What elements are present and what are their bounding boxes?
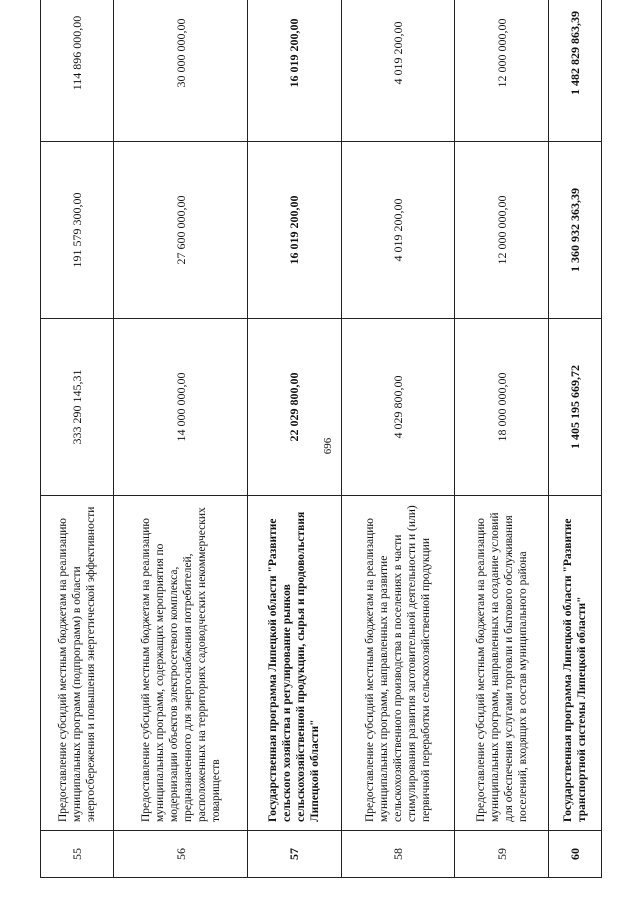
amount-year-2: 191 579 300,00 xyxy=(41,142,114,319)
amount-year-1: 1 405 195 669,72 xyxy=(548,319,601,496)
amount-year-3: 1 482 829 863,39 xyxy=(548,0,601,142)
amount-year-1: 14 000 000,00 xyxy=(114,319,248,496)
row-number: 60 xyxy=(548,831,601,878)
amount-year-2: 12 000 000,00 xyxy=(455,142,549,319)
row-description: Предоставление субсидий местным бюджетам на реализацию муниципальных программ, направленных на создание условий для обеспечения услугами торговли и бытового обслуживания поселений, входящих в состав муниципального района xyxy=(455,496,549,831)
amount-year-3: 30 000 000,00 xyxy=(114,0,248,142)
table-row-program xyxy=(248,0,342,878)
row-description: Государственная программа Липецкой области "Развитие сельского хозяйства и регулирование рынков сельскохозяйственной продукции, сырья и продовольствия Липецкой области" xyxy=(248,496,342,831)
amount-year-2: 1 360 932 363,39 xyxy=(548,142,601,319)
row-description: Предоставление субсидий местным бюджетам на реализацию муниципальных программ, содержащих мероприятия по модернизации объектов электросетевого комплекса, предназначенного для энергоснабжения потребителей, расположенных на территориях садоводческих некоммерческих товариществ xyxy=(114,496,248,831)
row-number: 59 xyxy=(455,831,549,878)
table-row xyxy=(41,0,114,878)
amount-year-3: 12 000 000,00 xyxy=(455,0,549,142)
row-description: Государственная программа Липецкой области "Развитие транспортной системы Липецкой области" xyxy=(548,496,601,831)
amount-year-3: 16 019 200,00 xyxy=(248,0,342,142)
row-number: 58 xyxy=(341,831,455,878)
amount-year-1: 18 000 000,00 xyxy=(455,319,549,496)
amount-year-2: 16 019 200,00 xyxy=(248,142,342,319)
table-row xyxy=(114,0,248,878)
amount-year-2: 4 019 200,00 xyxy=(341,142,455,319)
table-row-program xyxy=(548,0,601,878)
amount-year-1: 22 029 800,00 xyxy=(248,319,342,496)
amount-year-3: 4 019 200,00 xyxy=(341,0,455,142)
row-description: Предоставление субсидий местным бюджетам на реализацию муниципальных программ (подпрограмм) в области энергосбережения и повышения энергетической эффективности xyxy=(41,496,114,831)
budget-table xyxy=(40,0,602,878)
budget-table-container xyxy=(40,11,602,878)
row-description: Предоставление субсидий местным бюджетам на реализацию муниципальных программ, направленных на развитие сельскохозяйственного производства в поселениях в части стимулирования развития заготовительной деятельности и (или) первичной переработки сельскохозяйственной продукции xyxy=(341,496,455,831)
page-number: 696 xyxy=(322,437,334,455)
amount-year-1: 333 290 145,31 xyxy=(41,319,114,496)
amount-year-3: 114 896 000,00 xyxy=(41,0,114,142)
amount-year-2: 27 600 000,00 xyxy=(114,142,248,319)
amount-year-1: 4 029 800,00 xyxy=(341,319,455,496)
table-row xyxy=(455,0,549,878)
row-number: 55 xyxy=(41,831,114,878)
row-number: 57 xyxy=(248,831,342,878)
table-body xyxy=(41,0,602,878)
row-number: 56 xyxy=(114,831,248,878)
table-row xyxy=(341,0,455,878)
